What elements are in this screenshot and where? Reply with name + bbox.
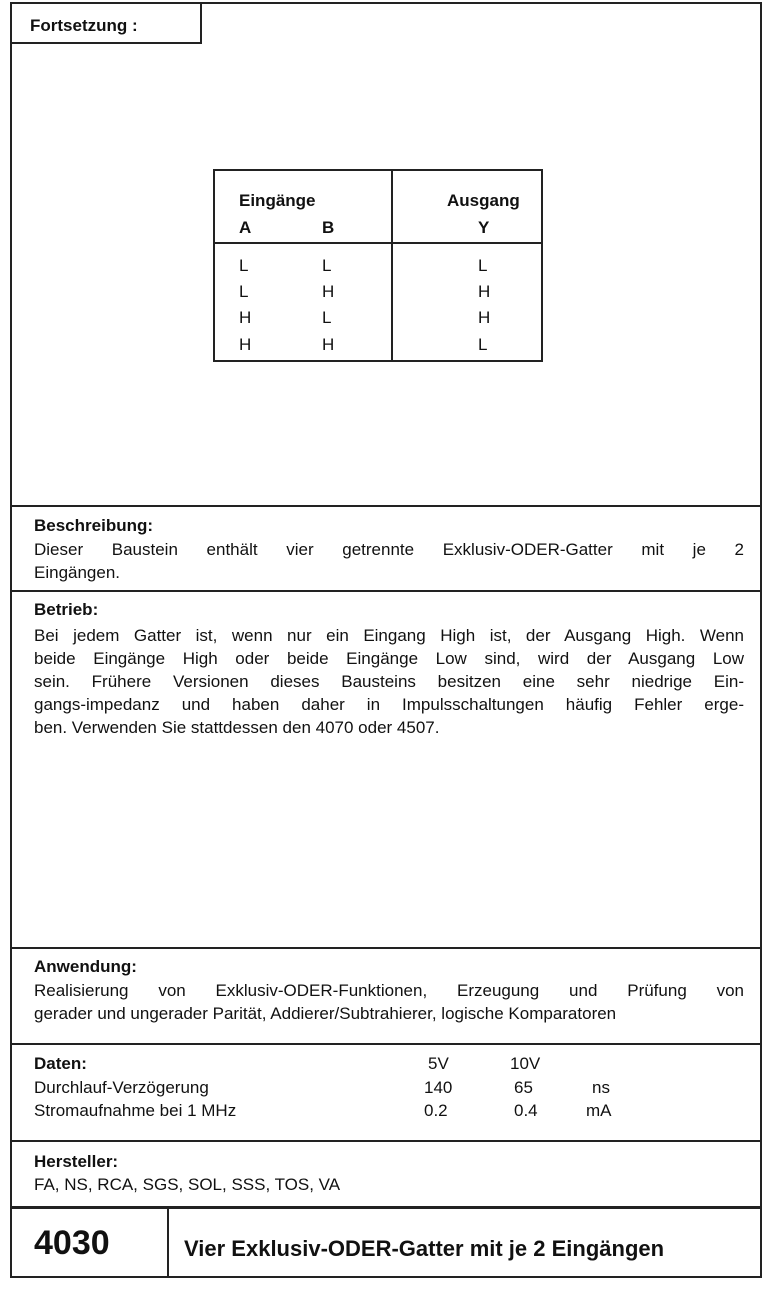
betrieb-title: Betrieb: xyxy=(34,600,99,619)
anwendung-line: gerader und ungerader Parität, Addierer/Subtrahierer, logische Komparatoren xyxy=(34,1004,617,1023)
row-2-y: H xyxy=(478,282,491,301)
daten-title: Daten: xyxy=(34,1054,87,1073)
beschreibung-text xyxy=(34,538,744,584)
anwendung-text xyxy=(34,979,744,1025)
betrieb-line: beide Eingänge High oder beide Eingänge Low sind, wird der Ausgang Low xyxy=(34,649,744,668)
daten-row-unit: ns xyxy=(592,1078,610,1097)
truth-table xyxy=(213,169,543,362)
betrieb-text xyxy=(34,624,744,739)
daten-row-10v-value: 0.4 xyxy=(514,1101,538,1120)
row-1-a: L xyxy=(239,256,249,275)
daten-row-label: Stromaufnahme bei 1 MHz xyxy=(34,1101,237,1120)
row-3-y: H xyxy=(478,308,491,327)
section-divider xyxy=(12,1140,760,1142)
row-4-a: H xyxy=(239,335,252,354)
device-title: Vier Exklusiv-ODER-Gatter mit je 2 Eingängen xyxy=(184,1236,665,1261)
section-divider xyxy=(12,505,760,507)
column-y-header: Y xyxy=(478,218,490,237)
daten-row-10v-value: 65 xyxy=(514,1078,533,1097)
daten-row-5v-value: 140 xyxy=(424,1078,453,1097)
part-number: 4030 xyxy=(34,1224,110,1262)
row-1-b: L xyxy=(322,256,332,275)
row-4-b: H xyxy=(322,335,335,354)
row-3-a: H xyxy=(239,308,252,327)
datasheet-card xyxy=(10,2,762,1278)
betrieb-line: ben. Verwenden Sie stattdessen den 4070 oder 4507. xyxy=(34,718,440,737)
inputs-header: Eingänge xyxy=(239,191,316,210)
section-divider xyxy=(12,1043,760,1045)
daten-row-5v-value: 0.2 xyxy=(424,1101,448,1120)
beschreibung-line: Eingängen. xyxy=(34,563,121,582)
daten-col-10v: 10V xyxy=(510,1054,541,1073)
row-2-b: H xyxy=(322,282,335,301)
daten-col-5v: 5V xyxy=(428,1054,449,1073)
section-divider xyxy=(12,947,760,949)
truth-table-divider-horizontal xyxy=(215,242,541,244)
hersteller-title: Hersteller: xyxy=(34,1152,119,1171)
column-a-header: A xyxy=(239,218,252,237)
row-4-y: L xyxy=(478,335,488,354)
row-1-y: L xyxy=(478,256,488,275)
daten-row-unit: mA xyxy=(586,1101,612,1120)
column-b-header: B xyxy=(322,218,335,237)
daten-row-label: Durchlauf-Verzögerung xyxy=(34,1078,209,1097)
footer-column-divider xyxy=(167,1206,169,1278)
truth-table-divider-vertical xyxy=(391,171,393,360)
anwendung-line: Realisierung von Exklusiv-ODER-Funktionen, Erzeugung und Prüfung von xyxy=(34,981,744,1000)
anwendung-title: Anwendung: xyxy=(34,957,137,976)
continuation-tab xyxy=(12,4,202,44)
row-2-a: L xyxy=(239,282,249,301)
beschreibung-line: Dieser Baustein enthält vier getrennte Exklusiv-ODER-Gatter mit je 2 xyxy=(34,540,744,559)
betrieb-line: gangs-impedanz und haben daher in Impulsschaltungen häufig Fehler erge- xyxy=(34,695,744,714)
beschreibung-title: Beschreibung: xyxy=(34,516,154,535)
continuation-label: Fortsetzung : xyxy=(30,16,138,35)
section-divider xyxy=(12,590,760,592)
hersteller-list: FA, NS, RCA, SGS, SOL, SSS, TOS, VA xyxy=(34,1175,341,1194)
output-header: Ausgang xyxy=(447,191,520,210)
betrieb-line: sein. Frühere Versionen dieses Bausteins besitzen eine sehr niedrige Ein- xyxy=(34,672,744,691)
footer-divider xyxy=(12,1206,760,1209)
betrieb-line: Bei jedem Gatter ist, wenn nur ein Eingang High ist, der Ausgang High. Wenn xyxy=(34,626,744,645)
row-3-b: L xyxy=(322,308,332,327)
